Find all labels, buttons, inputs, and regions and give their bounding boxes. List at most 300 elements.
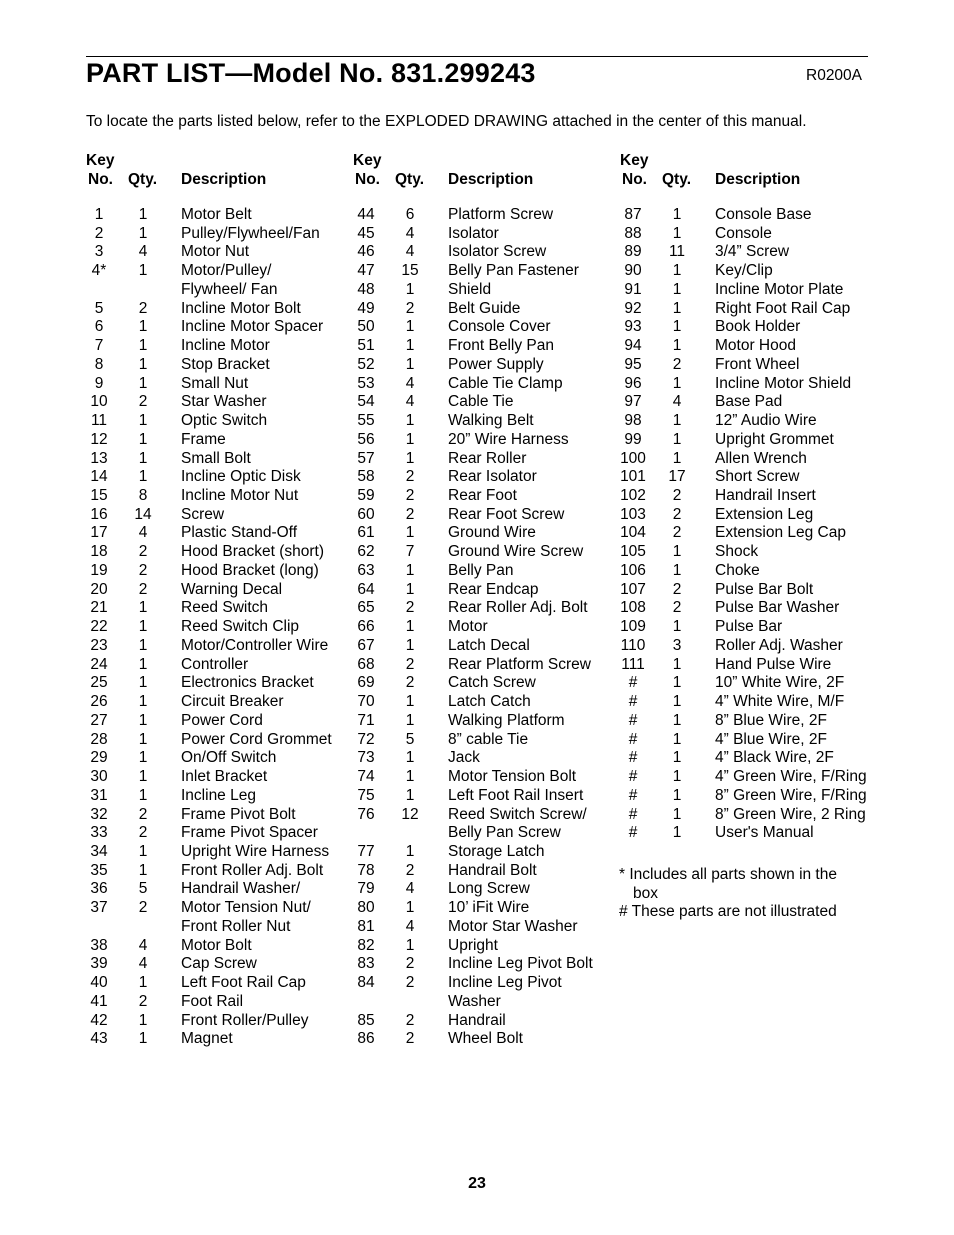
part-qty: 1 xyxy=(138,730,148,748)
part-row xyxy=(620,674,890,693)
part-row xyxy=(620,450,890,469)
part-key: 41 xyxy=(90,992,108,1010)
part-qty: 4 xyxy=(405,243,415,261)
part-row xyxy=(86,731,356,750)
part-description: Front Roller Nut xyxy=(181,917,291,935)
part-qty: 2 xyxy=(138,992,148,1010)
part-row xyxy=(353,225,623,244)
part-qty: 1 xyxy=(405,899,415,917)
part-qty: 2 xyxy=(405,1030,415,1048)
part-qty: 4 xyxy=(405,880,415,898)
part-description: 8” Blue Wire, 2F xyxy=(715,711,827,729)
part-key: 53 xyxy=(357,374,375,392)
part-qty: 1 xyxy=(138,636,148,654)
part-row xyxy=(86,543,356,562)
part-key: 11 xyxy=(90,412,108,430)
part-key: 71 xyxy=(357,711,375,729)
part-description: Incline Leg xyxy=(181,786,256,804)
part-description: Rear Platform Screw xyxy=(448,655,591,673)
part-description: 4” White Wire, M/F xyxy=(715,693,845,711)
part-description: Catch Screw xyxy=(448,674,536,692)
header-description: Description xyxy=(448,171,534,188)
part-description: Controller xyxy=(181,655,249,673)
part-row xyxy=(353,431,623,450)
part-row xyxy=(353,618,623,637)
part-key: 8 xyxy=(94,355,104,373)
part-key: 103 xyxy=(620,505,646,523)
part-description: Motor Hood xyxy=(715,337,796,355)
part-description: On/Off Switch xyxy=(181,749,277,767)
part-qty: 1 xyxy=(138,224,148,242)
column-header xyxy=(353,152,623,206)
part-description: Small Bolt xyxy=(181,449,251,467)
part-description: Belly Pan Screw xyxy=(448,824,561,842)
part-row xyxy=(86,412,356,431)
part-key: 44 xyxy=(357,206,375,223)
part-key: # xyxy=(628,749,638,767)
part-row xyxy=(620,431,890,450)
part-qty: 1 xyxy=(672,768,682,786)
part-key: 95 xyxy=(624,355,642,373)
part-qty: 12 xyxy=(401,805,419,823)
part-key: 96 xyxy=(624,374,642,392)
part-description: Ground Wire Screw xyxy=(448,543,584,561)
part-qty: 1 xyxy=(405,280,415,298)
part-row xyxy=(86,337,356,356)
part-qty: 1 xyxy=(138,749,148,767)
part-qty: 5 xyxy=(138,880,148,898)
part-key: 111 xyxy=(621,655,645,673)
part-key: 46 xyxy=(357,243,375,261)
part-row xyxy=(620,824,890,843)
part-description: Short Screw xyxy=(715,468,800,486)
part-description: 4” Green Wire, F/Ring xyxy=(715,768,867,786)
header-key: Key xyxy=(86,152,115,169)
part-row xyxy=(620,524,890,543)
part-key: 104 xyxy=(620,524,646,542)
part-qty: 2 xyxy=(138,299,148,317)
part-row xyxy=(86,862,356,881)
part-key: 48 xyxy=(357,280,375,298)
part-row xyxy=(620,543,890,562)
part-key: 93 xyxy=(624,318,642,336)
part-qty: 2 xyxy=(138,824,148,842)
part-row xyxy=(620,806,890,825)
part-qty: 2 xyxy=(672,487,682,505)
part-qty: 1 xyxy=(672,374,682,392)
part-key: 67 xyxy=(357,636,375,654)
part-row xyxy=(620,375,890,394)
part-key: 39 xyxy=(90,955,108,973)
part-row xyxy=(86,768,356,787)
part-description: Plastic Stand-Off xyxy=(181,524,298,542)
part-qty: 2 xyxy=(405,487,415,505)
page-title: PART LIST—Model No. 831.299243 xyxy=(86,58,536,88)
part-row xyxy=(353,712,623,731)
part-qty: 1 xyxy=(672,805,682,823)
part-description: Motor Star Washer xyxy=(448,917,578,935)
part-description: Rear Roller Adj. Bolt xyxy=(448,599,588,617)
part-description: Incline Motor xyxy=(181,337,270,355)
part-key: 35 xyxy=(90,861,108,879)
part-row xyxy=(620,243,890,262)
part-row xyxy=(620,712,890,731)
part-description: Power Cord Grommet xyxy=(181,730,332,748)
part-key: 14 xyxy=(90,468,108,486)
part-row xyxy=(353,974,623,993)
part-qty: 1 xyxy=(405,524,415,542)
part-qty: 4 xyxy=(405,917,415,935)
part-row xyxy=(86,581,356,600)
part-description: Inlet Bracket xyxy=(181,768,268,786)
part-row xyxy=(353,599,623,618)
part-key: 25 xyxy=(90,674,108,692)
part-key: 56 xyxy=(357,430,375,448)
part-description: 4” Blue Wire, 2F xyxy=(715,730,827,748)
part-description: Walking Platform xyxy=(448,711,565,729)
part-qty: 1 xyxy=(405,711,415,729)
part-row xyxy=(86,300,356,319)
part-qty: 1 xyxy=(138,974,148,992)
part-key: 92 xyxy=(624,299,642,317)
part-qty: 2 xyxy=(405,505,415,523)
part-qty: 1 xyxy=(138,1030,148,1048)
part-key: 70 xyxy=(357,693,375,711)
part-description: Handrail Washer/ xyxy=(181,880,301,898)
part-key: 24 xyxy=(90,655,108,673)
part-row xyxy=(620,618,890,637)
part-description: Frame xyxy=(181,430,226,448)
part-description: Foot Rail xyxy=(181,992,244,1010)
part-key: 107 xyxy=(620,580,646,598)
part-qty: 1 xyxy=(672,318,682,336)
part-description: Washer xyxy=(448,992,501,1010)
part-description: 20” Wire Harness xyxy=(448,430,569,448)
part-qty: 4 xyxy=(138,936,148,954)
part-row xyxy=(86,262,356,281)
part-description: Frame Pivot Bolt xyxy=(181,805,296,823)
part-qty: 1 xyxy=(672,224,682,242)
part-description: Hood Bracket (short) xyxy=(181,543,324,561)
part-row xyxy=(86,206,356,225)
part-row xyxy=(86,937,356,956)
part-description: Book Holder xyxy=(715,318,801,336)
part-key: 60 xyxy=(357,505,375,523)
part-row xyxy=(353,562,623,581)
part-row xyxy=(86,243,356,262)
part-description: Storage Latch xyxy=(448,842,545,860)
part-row xyxy=(86,880,356,899)
part-key: 38 xyxy=(90,936,108,954)
part-row xyxy=(353,749,623,768)
part-key: 61 xyxy=(357,524,375,542)
part-key: 17 xyxy=(90,524,108,542)
part-key: 77 xyxy=(357,842,375,860)
part-description: Hood Bracket (long) xyxy=(181,561,319,579)
part-key: 50 xyxy=(357,318,375,336)
part-row xyxy=(86,899,356,918)
part-row xyxy=(620,506,890,525)
part-key: # xyxy=(628,786,638,804)
part-qty: 1 xyxy=(672,749,682,767)
part-row xyxy=(86,468,356,487)
part-key: 75 xyxy=(357,786,375,804)
header-description: Description xyxy=(181,171,267,188)
part-row xyxy=(86,637,356,656)
part-description: Extension Leg Cap xyxy=(715,524,846,542)
part-row xyxy=(353,731,623,750)
parts-rows xyxy=(86,206,356,1049)
part-description: Console Cover xyxy=(448,318,551,336)
part-row xyxy=(353,1012,623,1031)
intro-text: To locate the parts listed below, refer to the EXPLODED DRAWING attached in the center of this manual. xyxy=(86,113,807,130)
part-key: 29 xyxy=(90,749,108,767)
part-row xyxy=(86,393,356,412)
part-description: Front Roller Adj. Bolt xyxy=(181,861,324,879)
part-description: Power Supply xyxy=(448,355,544,373)
part-row xyxy=(86,674,356,693)
part-key: 20 xyxy=(90,580,108,598)
top-rule xyxy=(86,56,868,57)
part-qty: 2 xyxy=(405,599,415,617)
part-qty: 2 xyxy=(672,505,682,523)
part-key: 36 xyxy=(90,880,108,898)
part-row xyxy=(86,506,356,525)
part-qty: 1 xyxy=(672,262,682,280)
part-description: Front Belly Pan xyxy=(448,337,554,355)
part-row xyxy=(86,824,356,843)
part-qty: 1 xyxy=(405,449,415,467)
part-row xyxy=(86,993,356,1012)
part-row xyxy=(86,618,356,637)
part-row xyxy=(353,787,623,806)
part-key: # xyxy=(628,693,638,711)
part-key: 94 xyxy=(624,337,642,355)
part-key: 12 xyxy=(90,430,108,448)
part-key: 33 xyxy=(90,824,108,842)
part-row xyxy=(353,955,623,974)
part-row xyxy=(86,974,356,993)
part-key: 101 xyxy=(620,468,646,486)
part-key: 31 xyxy=(90,786,108,804)
part-row xyxy=(86,1030,356,1049)
part-key: 54 xyxy=(357,393,375,411)
part-row xyxy=(86,225,356,244)
header-description: Description xyxy=(715,171,801,188)
part-qty: 2 xyxy=(138,393,148,411)
part-row xyxy=(620,206,890,225)
part-row xyxy=(86,487,356,506)
part-qty: 1 xyxy=(405,580,415,598)
part-row xyxy=(353,937,623,956)
part-description: Walking Belt xyxy=(448,412,534,430)
part-key: 108 xyxy=(620,599,646,617)
part-description: Pulse Bar Washer xyxy=(715,599,840,617)
part-description: Motor xyxy=(448,618,488,636)
document-code: R0200A xyxy=(806,67,863,84)
part-description: Power Cord xyxy=(181,711,263,729)
part-key: 97 xyxy=(624,393,642,411)
part-key: 80 xyxy=(357,899,375,917)
part-qty: 1 xyxy=(672,430,682,448)
part-description: Latch Catch xyxy=(448,693,531,711)
part-qty: 1 xyxy=(405,936,415,954)
part-row xyxy=(620,412,890,431)
part-row xyxy=(353,487,623,506)
part-qty: 2 xyxy=(672,524,682,542)
part-key: 73 xyxy=(357,749,375,767)
part-description: Handrail xyxy=(448,1011,506,1029)
part-row xyxy=(620,356,890,375)
part-qty: 1 xyxy=(672,693,682,711)
part-row xyxy=(86,375,356,394)
part-description: Ground Wire xyxy=(448,524,536,542)
part-qty: 1 xyxy=(138,599,148,617)
part-key: 100 xyxy=(620,449,646,467)
part-description: Shock xyxy=(715,543,759,561)
part-key: 105 xyxy=(620,543,646,561)
part-key: 85 xyxy=(357,1011,375,1029)
part-qty: 1 xyxy=(405,412,415,430)
part-description: Key/Clip xyxy=(715,262,773,280)
part-description: Electronics Bracket xyxy=(181,674,314,692)
part-qty: 1 xyxy=(672,206,682,223)
part-row xyxy=(353,581,623,600)
part-qty: 1 xyxy=(405,561,415,579)
part-key: 99 xyxy=(624,430,642,448)
part-key: 45 xyxy=(357,224,375,242)
part-qty: 1 xyxy=(138,618,148,636)
part-key: 26 xyxy=(90,693,108,711)
part-key: 22 xyxy=(90,618,108,636)
part-key: 18 xyxy=(90,543,108,561)
part-key: 64 xyxy=(357,580,375,598)
parts-column-2 xyxy=(353,152,623,1049)
part-qty: 1 xyxy=(405,337,415,355)
part-key: 21 xyxy=(90,599,108,617)
part-row xyxy=(353,506,623,525)
part-row xyxy=(353,450,623,469)
part-row xyxy=(620,262,890,281)
part-key: 110 xyxy=(620,636,646,654)
part-key: 28 xyxy=(90,730,108,748)
part-description: 4” Black Wire, 2F xyxy=(715,749,834,767)
part-qty: 2 xyxy=(672,599,682,617)
part-key: 65 xyxy=(357,599,375,617)
part-qty: 1 xyxy=(405,842,415,860)
part-key: 37 xyxy=(90,899,108,917)
part-description: Front Wheel xyxy=(715,355,800,373)
part-description: Console xyxy=(715,224,772,242)
part-description: Incline Leg Pivot xyxy=(448,974,562,992)
part-row xyxy=(353,880,623,899)
part-row xyxy=(353,1030,623,1049)
part-description: 12” Audio Wire xyxy=(715,412,817,430)
part-description: Belt Guide xyxy=(448,299,521,317)
part-description: Motor Belt xyxy=(181,206,252,223)
part-qty: 5 xyxy=(405,730,415,748)
part-qty: 1 xyxy=(138,374,148,392)
part-qty: 11 xyxy=(668,243,686,261)
part-row xyxy=(353,543,623,562)
part-qty: 2 xyxy=(405,1011,415,1029)
part-qty: 2 xyxy=(672,355,682,373)
part-key: # xyxy=(628,730,638,748)
part-key: 91 xyxy=(624,280,642,298)
part-qty: 8 xyxy=(138,487,148,505)
part-key: 19 xyxy=(90,561,108,579)
part-key: # xyxy=(628,768,638,786)
part-qty: 1 xyxy=(138,337,148,355)
part-qty: 1 xyxy=(138,430,148,448)
part-row xyxy=(353,337,623,356)
part-description: Console Base xyxy=(715,206,812,223)
part-qty: 15 xyxy=(401,262,419,280)
part-qty: 1 xyxy=(138,1011,148,1029)
part-key: 106 xyxy=(620,561,646,579)
part-qty: 1 xyxy=(672,543,682,561)
part-qty: 1 xyxy=(405,430,415,448)
part-qty: 1 xyxy=(138,655,148,673)
part-row xyxy=(620,787,890,806)
header-qty: Qty. xyxy=(662,171,691,188)
part-description: Motor Tension Bolt xyxy=(448,768,577,786)
part-description: Extension Leg xyxy=(715,505,814,523)
part-qty: 2 xyxy=(405,299,415,317)
header-no: No. xyxy=(88,171,113,188)
part-description: Choke xyxy=(715,561,760,579)
part-description: Belly Pan xyxy=(448,561,514,579)
header-qty: Qty. xyxy=(395,171,424,188)
part-qty: 1 xyxy=(138,768,148,786)
part-key: # xyxy=(628,711,638,729)
part-row xyxy=(353,918,623,937)
part-row xyxy=(620,749,890,768)
part-key: 62 xyxy=(357,543,375,561)
part-row xyxy=(86,843,356,862)
part-row xyxy=(353,899,623,918)
part-row xyxy=(86,318,356,337)
part-row xyxy=(86,281,356,300)
part-key: 23 xyxy=(90,636,108,654)
part-qty: 1 xyxy=(138,355,148,373)
part-row xyxy=(353,375,623,394)
part-qty: 1 xyxy=(405,618,415,636)
part-row xyxy=(620,393,890,412)
part-description: Reed Switch Screw/ xyxy=(448,805,587,823)
parts-rows xyxy=(353,206,623,1049)
part-key: 4* xyxy=(91,262,107,280)
part-description: Circuit Breaker xyxy=(181,693,284,711)
part-description: Motor Tension Nut/ xyxy=(181,899,311,917)
part-qty: 1 xyxy=(672,337,682,355)
part-key: 15 xyxy=(90,487,108,505)
part-description: Base Pad xyxy=(715,393,783,411)
part-row xyxy=(86,562,356,581)
part-description: Rear Foot xyxy=(448,487,517,505)
part-row xyxy=(353,824,623,843)
part-description: Handrail Bolt xyxy=(448,861,537,879)
part-description: Rear Foot Screw xyxy=(448,505,565,523)
part-description: Left Foot Rail Insert xyxy=(448,786,584,804)
part-row xyxy=(353,768,623,787)
part-description: Cable Tie xyxy=(448,393,514,411)
part-description: Cap Screw xyxy=(181,955,257,973)
part-qty: 1 xyxy=(405,749,415,767)
part-qty: 1 xyxy=(138,318,148,336)
part-row xyxy=(353,637,623,656)
part-row xyxy=(353,206,623,225)
